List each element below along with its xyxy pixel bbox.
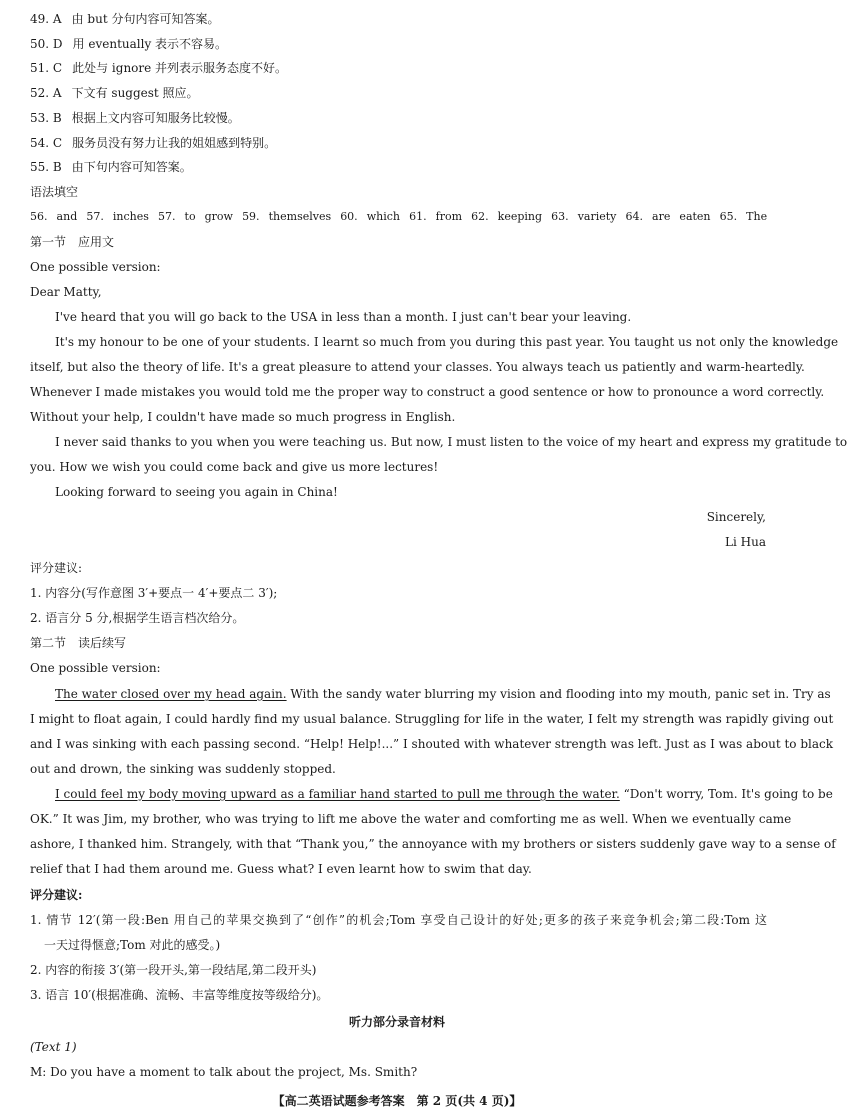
story-p1-line: out and drown, the sinking was suddenly stopped. bbox=[30, 762, 336, 776]
grammar-answer: 60. which bbox=[340, 210, 401, 223]
story-p2-line: relief that I had them around me. Guess what? I even learnt how to swim that day. bbox=[30, 862, 532, 876]
story-p1-lead: The water closed over my head again. bbox=[55, 687, 287, 701]
section1-scoring-title: 评分建议: bbox=[30, 561, 83, 575]
story-p2-line: ashore, I thanked him. Strangely, with that “Thank you,” the annoyance with my brothers or sisters suddenly gave way to a sense of bbox=[30, 837, 836, 851]
grammar-title: 语法填空 bbox=[30, 185, 79, 199]
letter-paragraph-4: Looking forward to seeing you again in China! bbox=[55, 485, 338, 499]
answer-54: 54. C 服务员没有努力让我的姐姐感到特别。 bbox=[30, 136, 277, 150]
answer-49: 49. A 由 but 分句内容可知答案。 bbox=[30, 12, 220, 26]
section2-version-label: One possible version: bbox=[30, 661, 161, 675]
section2-scoring-title: 评分建议: bbox=[30, 888, 83, 902]
section2-scoring-item: 1. 情节 12′(第一段:Ben 用自己的苹果交换到了“创作”的机会;Tom 享受自己设计的好处;更多的孩子来竞争机会;第二段:Tom 这 bbox=[30, 913, 767, 927]
grammar-answer: 65. The bbox=[719, 210, 768, 223]
story-p2-line: OK.” It was Jim, my brother, who was trying to lift me above the water and comforting me as well. When we eventually came bbox=[30, 812, 792, 826]
grammar-answer: 57. inches bbox=[86, 210, 149, 223]
section2-title: 第二节 读后续写 bbox=[30, 636, 127, 650]
letter-p2-line: Whenever I made mistakes you would told me the proper way to construct a good sentence or how to pronounce a word correctly. bbox=[30, 385, 825, 399]
grammar-answer: 62. keeping bbox=[471, 210, 543, 223]
story-p1-line: I might to float again, I could hardly find my usual balance. Struggling for life in the water, I felt my strength was rapidly giving out bbox=[30, 712, 834, 726]
letter-p3-line: I never said thanks to you when you were teaching us. But now, I must listen to the voice of my heart and express my gratitude to bbox=[55, 435, 847, 449]
section1-scoring-item: 1. 内容分(写作意图 3′+要点一 4′+要点二 3′); bbox=[30, 586, 278, 600]
grammar-answer: 56. and bbox=[30, 210, 78, 223]
listening-line: M: Do you have a moment to talk about the project, Ms. Smith? bbox=[30, 1065, 418, 1079]
section2-scoring-item: 一天过得惬意;Tom 对此的感受。) bbox=[44, 938, 221, 952]
listening-title: 听力部分录音材料 bbox=[348, 1015, 445, 1029]
letter-p2-line: It's my honour to be one of your students. I learnt so much from you during this past year. You taught us not only the knowledge bbox=[55, 335, 839, 349]
page-footer: 【高二英语试题参考答案 第 2 页(共 4 页)】 bbox=[272, 1094, 522, 1108]
story-p2-line: I could feel my body moving upward as a familiar hand started to pull me through the water. “Don't worry, Tom. It's going to be bbox=[55, 787, 833, 801]
grammar-answer: 57. to grow bbox=[157, 210, 233, 223]
answer-53: 53. B 根据上文内容可知服务比较慢。 bbox=[30, 111, 240, 125]
answer-50: 50. D 用 eventually 表示不容易。 bbox=[30, 37, 228, 51]
grammar-answer: 64. are eaten bbox=[625, 210, 711, 223]
letter-p2-line: Without your help, I couldn't have made so much progress in English. bbox=[30, 410, 456, 424]
story-p2-lead: I could feel my body moving upward as a familiar hand started to pull me through the water. bbox=[55, 787, 620, 801]
story-p1-line: The water closed over my head again. With the sandy water blurring my vision and flooding into my mouth, panic set in. Try as bbox=[55, 687, 831, 701]
grammar-answer: 59. themselves bbox=[242, 210, 332, 223]
answer-52: 52. A 下文有 suggest 照应。 bbox=[30, 86, 199, 100]
listening-text-label: (Text 1) bbox=[30, 1040, 77, 1054]
letter-signature: Li Hua bbox=[725, 535, 766, 549]
letter-p3-line: you. How we wish you could come back and give us more lectures! bbox=[30, 460, 439, 474]
grammar-answer: 63. variety bbox=[551, 210, 617, 223]
section2-scoring-item: 3. 语言 10′(根据准确、流畅、丰富等维度按等级给分)。 bbox=[30, 988, 329, 1002]
letter-paragraph-1: I've heard that you will go back to the USA in less than a month. I just can't bear your leaving. bbox=[55, 310, 632, 324]
section1-title: 第一节 应用文 bbox=[30, 235, 115, 249]
story-p1-line: and I was sinking with each passing second. “Help! Help!...” I shouted with whatever strength was left. Just as I was about to black bbox=[30, 737, 833, 751]
section2-scoring-item: 2. 内容的衔接 3′(第一段开头,第一段结尾,第二段开头) bbox=[30, 963, 317, 977]
letter-closing: Sincerely, bbox=[706, 510, 766, 524]
letter-salutation: Dear Matty, bbox=[30, 285, 102, 299]
answer-55: 55. B 由下句内容可知答案。 bbox=[30, 160, 192, 174]
section1-scoring-item: 2. 语言分 5 分,根据学生语言档次给分。 bbox=[30, 611, 245, 625]
letter-p2-line: itself, but also the theory of life. It's a great pleasure to attend your classes. You always teach us patiently and warm-heartedly. bbox=[30, 360, 805, 374]
grammar-answers bbox=[30, 209, 767, 225]
answer-51: 51. C 此处与 ignore 并列表示服务态度不好。 bbox=[30, 61, 288, 75]
section1-version-label: One possible version: bbox=[30, 260, 161, 274]
grammar-answer: 61. from bbox=[409, 210, 463, 223]
